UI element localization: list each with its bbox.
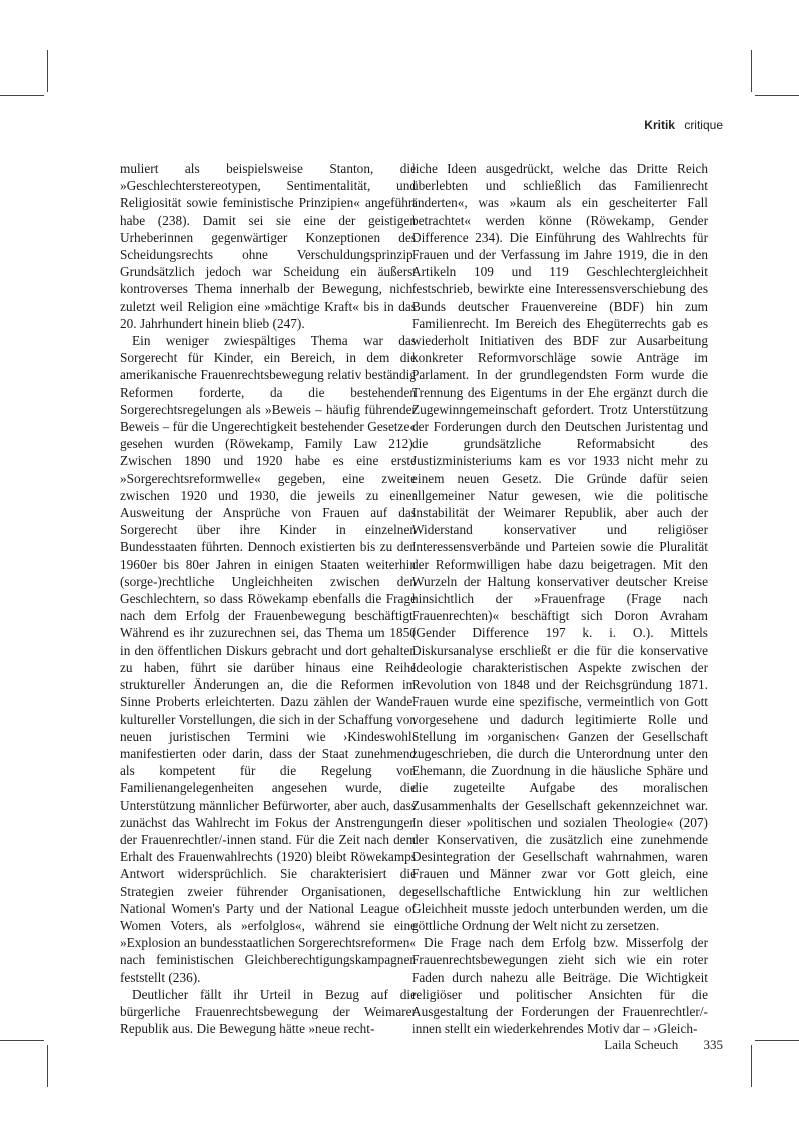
crop-mark [755, 95, 799, 96]
paragraph: Deutlicher fällt ihr Urteil in Bezug auf die bürgerliche Frauenrechtsbewegung der Weimarer Republik aus. Die Bewegung hätte »neue recht- [120, 986, 416, 1037]
crop-mark [751, 50, 752, 92]
paragraph: Ein weniger zwiespältiges Thema war das Sorgerecht für Kinder, ein Bereich, in dem die amerikanische Frauenrechtsbewegung relativ beständig Reformen forderte, da die bestehenden Sorgerechtsregelungen als »Beweis – häufig führender Beweis – für die Ungerechtigkeit bestehender Gesetze« gesehen wurden (Röwekamp, Family Law 212). Zwischen 1890 und 1920 habe es eine erste »Sorgerechtsreformwelle« gegeben, eine zweite zwischen 1920 und 1930, die jeweils zu einer Ausweitung der Ansprüche von Frauen auf das Sorgerecht über ihre Kinder in einzelnen Bundesstaaten führten. Dennoch existierten bis zu den 1960er bis 80er Jahren in einigen Staaten weiterhin (sorge-)rechtliche Ungleichheiten zwischen den Geschlechtern, so dass Röwekamp ebenfalls die Frage nach dem Erfolg der Frauenbewegung beschäftigt. Während es ihr zuzurechnen sei, das Thema um 1850 in den öffentlichen Diskurs gebracht und dort gehalten zu haben, führt sie darüber hinaus eine Reihe struktureller Änderungen an, die die Reformen im Sinne Proberts erleichterten. Dazu zählen der Wandel kultureller Vorstellungen, die sich in der Schaffung von neuen juristischen Termini wie ›Kindeswohl‹ manifestierten oder darin, dass der Staat zunehmend als kompetent für die Regelung von Familienangelegenheiten angesehen wurde, die Unterstützung männlicher Befürworter, aber auch, dass zunächst das Wahlrecht im Fokus der Anstrengungen der Frauenrechtler/-innen stand. Für die Zeit nach dem Erhalt des Frauenwahlrechts (1920) bleibt Röwekamps Antwort widersprüchlich. Sie charakterisiert die Strategien zweier führender Organisationen, der National Women's Party und der National League of Women Voters, als »erfolglos«, während sie eine »Explosion an bundesstaatlichen Sorgerechtsreformen« nach feministischen Gleichberechtigungskampagnen feststellt (236). [120, 333, 416, 985]
crop-mark [47, 1045, 48, 1087]
crop-mark [0, 95, 44, 96]
crop-mark [751, 1045, 752, 1087]
crop-mark [755, 1040, 799, 1041]
crop-mark [47, 50, 48, 92]
paragraph: Die Frage nach dem Erfolg bzw. Misserfolg der Frauenrechtsbewegungen zieht sich wie ein roter Faden durch nahezu alle Beiträge. Die Wichtigkeit religiöser und politischer Ansichten für die Ausgestaltung der Forderungen der Frauenrechtler/-innen stellt ein wiederkehrendes Motiv dar – ›Gleich- [412, 935, 708, 1037]
right-column [412, 160, 708, 1037]
author-name: Laila Scheuch [604, 1037, 679, 1052]
section-sublabel: critique [684, 118, 723, 132]
section-label: Kritik [644, 118, 675, 132]
crop-mark [0, 1040, 44, 1041]
running-header [644, 118, 723, 132]
page-footer [604, 1037, 723, 1053]
page-number: 335 [703, 1037, 723, 1052]
left-column [120, 160, 416, 1037]
paragraph: liche Ideen ausgedrückt, welche das Dritte Reich überlebten und schließlich das Familienrecht änderten«, was »kaum als ein gescheiterter Fall betrachtet« werden könne (Röwekamp, Gender Difference 234). Die Einführung des Wahlrechts für Frauen und der Verfassung im Jahre 1919, die in den Artikeln 109 und 119 Geschlechtergleichheit festschrieb, bewirkte eine Interessensverschiebung des Bunds deutscher Frauenvereine (BDF) hin zum Familienrecht. Im Bereich des Ehegüterrechts gab es wiederholt Initiativen des BDF zur Ausarbeitung konkreter Reformvorschläge sowie Anträge im Parlament. In der grundlegendsten Form wurde die Trennung des Eigentums in der Ehe ergänzt durch die Zugewinngemeinschaft gefordert. Trotz Unterstützung der Forderungen durch den Deutschen Juristentag und die grundsätzliche Reformabsicht des Justizministeriums kam es vor 1933 nicht mehr zu einem neuen Gesetz. Die Gründe dafür seien allgemeiner Natur gewesen, wie die politische Instabilität der Weimarer Republik, aber auch der Widerstand konservativer und religiöser Interessensverbände und Parteien sowie die Pluralität der Reformwilligen habe dazu beigetragen. Mit den Wurzeln der Haltung konservativer deutscher Kreise hinsichtlich der »Frauenfrage (Frage nach Frauenrechten)« beschäftigt sich Doron Avraham (Gender Difference 197 k. i. O.). Mittels Diskursanalyse erschließt er die für die konservative Ideologie charakteristischen Aspekte zwischen der Revolution von 1848 und der Reichsgründung 1871. Frauen wurde eine spezifische, vermeintlich von Gott vorgesehene und dadurch legitimierte Rolle und Stellung im ›organischen‹ Ganzen der Gesellschaft zugeschrieben, die durch die Unterordnung unter den Ehemann, die Zuordnung in die häusliche Sphäre und die zugeteilte Aufgabe des moralischen Zusammenhalts der Gesellschaft gekennzeichnet war. In dieser »politischen und sozialen Theologie« (207) der Konservativen, die zusätzlich eine zunehmende Desintegration der Gesellschaft wahrnahmen, waren Frauen und Männer zwar vor Gott gleich, eine gesellschaftliche Entwicklung hin zur weltlichen Gleichheit musste jedoch unterbunden werden, um die göttliche Ordnung der Welt nicht zu zersetzen. [412, 161, 708, 933]
paragraph: muliert als beispielsweise Stanton, die »Geschlechterstereotypen, Sentimentalität, und Religiosität sowie feministische Prinzipien« angeführt habe (238). Damit sei sie eine der geistigen Urheberinnen gegenwärtiger Konzeptionen des Scheidungsrechts ohne Verschuldungsprinzip. Grundsätzlich jedoch war Scheidung ein äußerst kontroverses Thema innerhalb der Bewegung, nicht zuletzt weil Religion eine »mächtige Kraft« bis in das 20. Jahrhundert hinein blieb (247). [120, 161, 416, 331]
